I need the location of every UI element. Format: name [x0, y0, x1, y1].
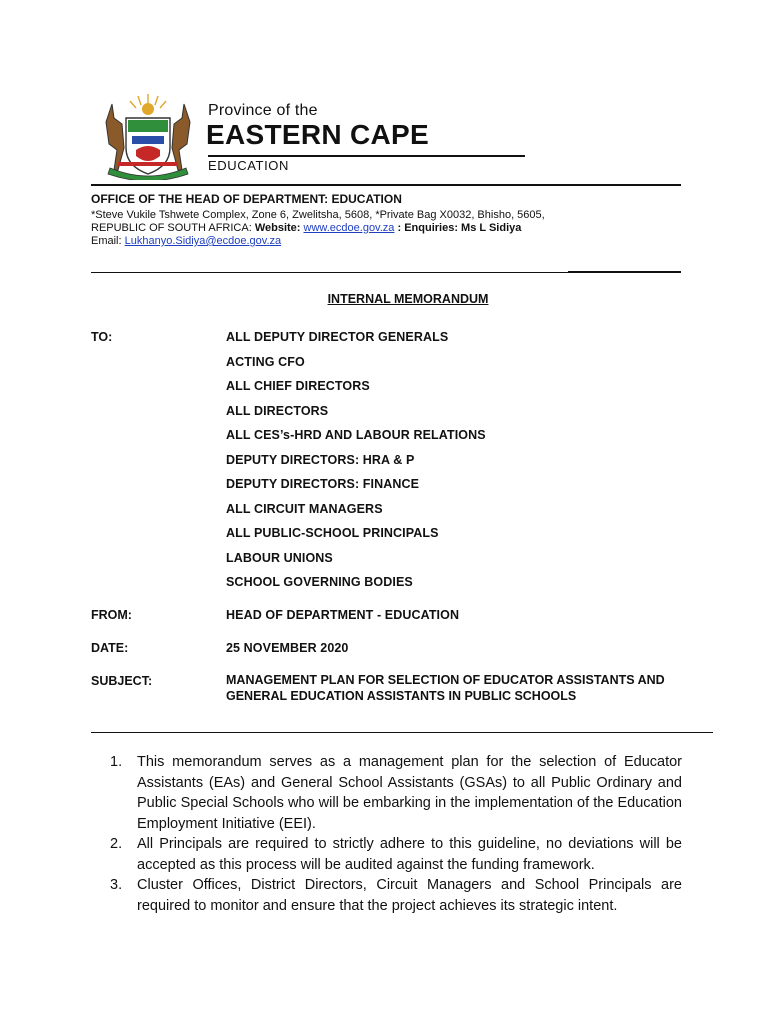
to-recipient: LABOUR UNIONS: [226, 551, 333, 565]
memo-body-list: [110, 752, 682, 916]
coat-of-arms-icon: [88, 92, 208, 180]
list-item: [110, 752, 682, 834]
address-line2: [91, 222, 521, 235]
subject-value: MANAGEMENT PLAN FOR SELECTION OF EDUCATOR ASSISTANTS AND GENERAL EDUCATION ASSISTANTS IN PUBLIC SCHOOLS: [226, 673, 665, 703]
from-value: HEAD OF DEPARTMENT - EDUCATION: [226, 608, 460, 622]
to-label: TO:: [91, 330, 113, 344]
email-label: Email:: [91, 235, 125, 247]
to-recipient: ALL CIRCUIT MANAGERS: [226, 502, 383, 516]
province-name: EASTERN CAPE: [206, 119, 429, 150]
header-divider: [91, 184, 681, 186]
website-label: Website:: [254, 222, 301, 234]
subject-divider: [91, 732, 713, 733]
to-recipient: SCHOOL GOVERNING BODIES: [226, 575, 413, 589]
department-name: EDUCATION: [208, 158, 289, 173]
to-recipient: DEPUTY DIRECTORS: HRA & P: [226, 453, 415, 467]
list-item-text: Cluster Offices, District Directors, Circuit Managers and School Principals are required to monitor and ensure that the project achieves its strategic intent.: [137, 877, 682, 914]
list-item-number: 2.: [110, 836, 123, 852]
to-recipient: ALL PUBLIC-SCHOOL PRINCIPALS: [226, 526, 439, 540]
header-bottom-divider-accent: [568, 271, 681, 273]
enquiries-text: : Enquiries: Ms L Sidiya: [394, 222, 522, 234]
to-recipient: ALL CES’s-HRD AND LABOUR RELATIONS: [226, 428, 486, 442]
address-line1: *Steve Vukile Tshwete Complex, Zone 6, Zwelitsha, 5608, *Private Bag X0032, Bhisho, 5605,: [91, 209, 545, 221]
to-recipient: DEPUTY DIRECTORS: FINANCE: [226, 477, 420, 491]
email-line: [91, 235, 281, 248]
website-link[interactable]: www.ecdoe.gov.za: [303, 222, 395, 234]
logo-divider: [208, 155, 525, 157]
list-item-number: 3.: [110, 877, 123, 893]
to-recipient: ALL DEPUTY DIRECTOR GENERALS: [226, 330, 449, 344]
to-recipient: ALL CHIEF DIRECTORS: [226, 379, 370, 393]
province-line1: Province of the: [208, 102, 318, 119]
list-item-text: All Principals are required to strictly adhere to this guideline, no deviations will be accepted as this process will be audited against the funding framework.: [137, 836, 682, 873]
date-value: 25 NOVEMBER 2020: [226, 641, 349, 655]
subject-label: SUBJECT:: [91, 674, 153, 688]
office-title: OFFICE OF THE HEAD OF DEPARTMENT: EDUCATION: [91, 192, 402, 206]
list-item-text: This memorandum serves as a management plan for the selection of Educator Assistants (EAs) and General School Assistants (GSAs) to all Public Ordinary and Public Special Schools who will be embarking in the implementation of the Education Employment Initiative (EEI).: [137, 754, 682, 832]
list-item: [110, 875, 682, 916]
list-item-number: 1.: [110, 754, 123, 770]
memo-title: INTERNAL MEMORANDUM: [327, 292, 489, 306]
to-recipient: ACTING CFO: [226, 355, 305, 369]
list-item: [110, 834, 682, 875]
address-country: REPUBLIC OF SOUTH AFRICA:: [91, 222, 255, 234]
email-link[interactable]: Lukhanyo.Sidiya@ecdoe.gov.za: [124, 235, 282, 247]
to-recipient: ALL DIRECTORS: [226, 404, 329, 418]
date-label: DATE:: [91, 641, 129, 655]
department-logo: [88, 92, 448, 182]
from-label: FROM:: [91, 608, 132, 622]
